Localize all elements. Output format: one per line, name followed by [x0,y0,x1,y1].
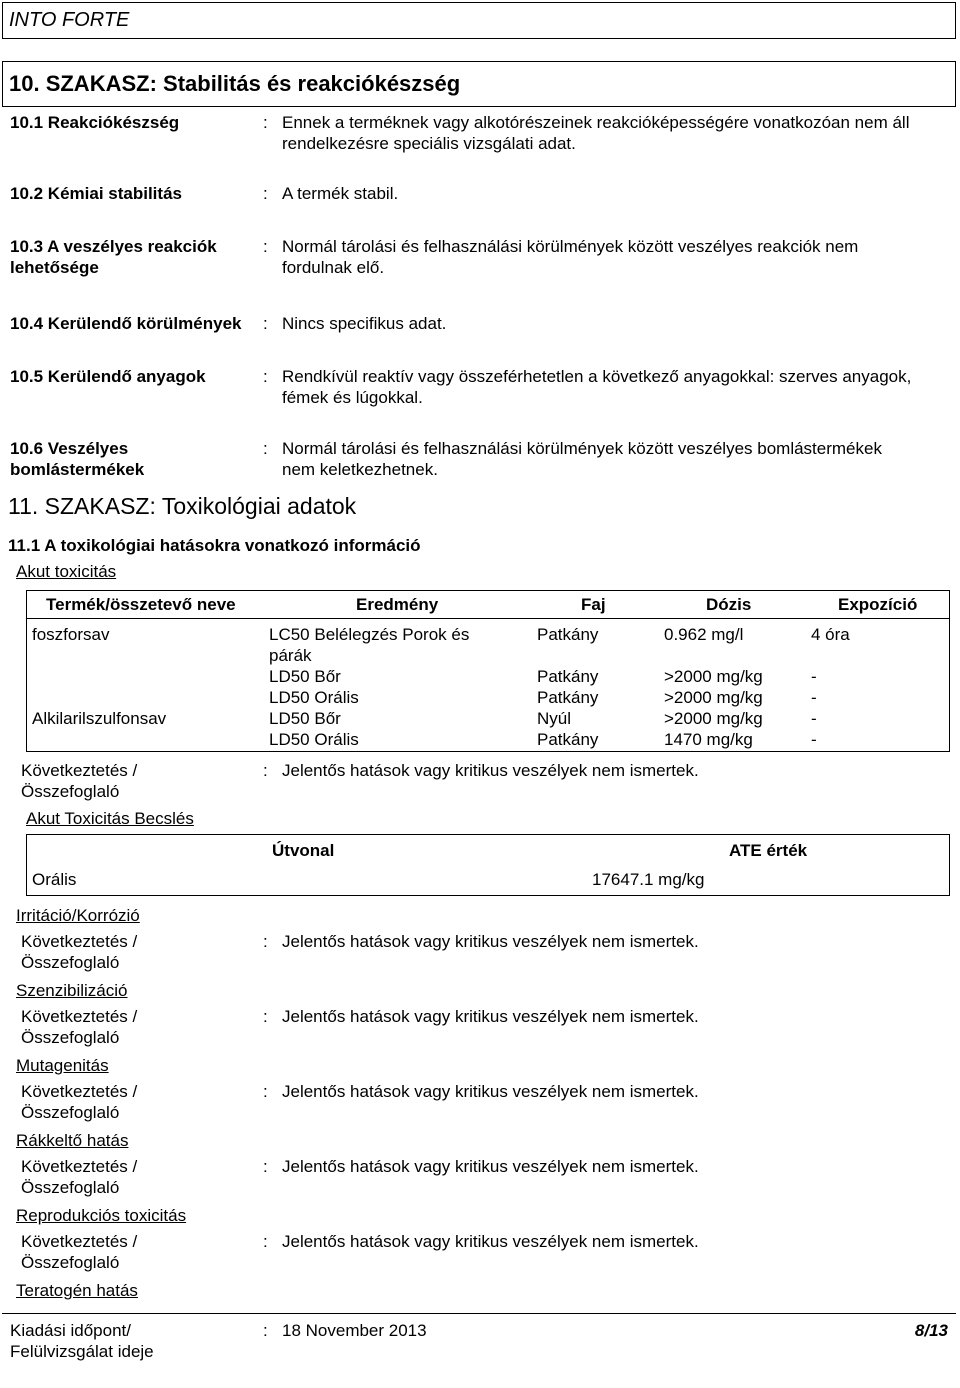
subsection-heading: Reprodukciós toxicitás [16,1206,187,1225]
col-header-name: Termék/összetevő neve [46,595,236,614]
table-header-divider [26,618,950,619]
colon: : [263,439,268,458]
table-cell-result: LC50 Belélegzés Porok és [269,625,470,644]
table-cell-name: Alkilarilszulfonsav [32,709,167,728]
ate-col-route: Útvonal [272,841,335,860]
table-cell-result: LD50 Bőr [269,709,341,728]
item-10-4-value: Nincs specifikus adat. [282,314,447,333]
item-10-5-value-1: Rendkívül reaktív vagy összeférhetetlen a következő anyagokkal: szerves anyagok, [282,367,912,386]
conclusion-value: Jelentős hatások vagy kritikus veszélyek nem ismertek. [282,932,699,951]
subsection-heading: Teratogén hatás [16,1281,138,1300]
table-cell-dose: 1470 mg/kg [664,730,753,749]
conclusion-label-2: Összefoglaló [21,1253,120,1272]
item-10-5-value-2: fémek és lúgokkal. [282,388,423,407]
item-10-2-value: A termék stabil. [282,184,399,203]
conclusion-label-1: Következtetés / [21,1232,138,1251]
footer-divider [2,1313,956,1314]
table-cell-dose: >2000 mg/kg [664,667,763,686]
item-10-1-value-1: Ennek a terméknek vagy alkotórészeinek reakcióképességére vonatkozóan nem áll [282,113,910,132]
page-number: 8/13 [914,1321,948,1340]
conclusion-value: Jelentős hatások vagy kritikus veszélyek nem ismertek. [282,1007,699,1026]
colon: : [263,1232,268,1251]
item-10-1-label: 10.1 Reakciókészség [10,113,180,132]
colon: : [263,932,268,951]
conclusion-label-2: Összefoglaló [21,953,120,972]
item-10-6-label-2: bomlástermékek [10,460,145,479]
colon: : [263,761,268,780]
table-cell-dose: >2000 mg/kg [664,709,763,728]
conclusion-label-1: Következtetés / [21,1082,138,1101]
colon: : [263,367,268,386]
subsection-heading: Rákkeltő hatás [16,1131,129,1150]
item-10-3-value-1: Normál tárolási és felhasználási körülmények között veszélyes reakciók nem [282,237,859,256]
table-cell-species: Patkány [537,730,599,749]
col-header-dose: Dózis [706,595,752,614]
table-cell-exposure: - [811,688,817,707]
col-header-exposure: Expozíció [838,595,918,614]
table-cell-exposure: - [811,730,817,749]
ate-route: Orális [32,870,77,889]
item-10-6-label-1: 10.6 Veszélyes [10,439,129,458]
col-header-result: Eredmény [356,595,439,614]
footer-date: 18 November 2013 [282,1321,427,1340]
conclusion-value: Jelentős hatások vagy kritikus veszélyek nem ismertek. [282,1232,699,1251]
conclusion-label-1: Következtetés / [21,932,138,951]
colon: : [263,237,268,256]
table-cell-result-cont: párák [269,646,312,665]
table-cell-result: LD50 Orális [269,688,359,707]
section-11-subtitle: 11.1 A toxikológiai hatásokra vonatkozó információ [8,536,421,555]
table-cell-exposure: - [811,667,817,686]
table-cell-species: Nyúl [537,709,572,728]
conclusion-label-2: Összefoglaló [21,1103,120,1122]
table-cell-result: LD50 Bőr [269,667,341,686]
colon: : [263,1157,268,1176]
table-cell-species: Patkány [537,688,599,707]
ate-table [26,834,950,896]
colon: : [263,113,268,132]
document-header [2,2,956,39]
item-10-3-label-1: 10.3 A veszélyes reakciók [10,237,217,256]
item-10-4-label: 10.4 Kerülendő körülmények [10,314,242,333]
ate-col-value: ATE érték [729,841,808,860]
acute-toxicity-heading: Akut toxicitás [16,562,117,581]
table-cell-species: Patkány [537,667,599,686]
conclusion-label-1: Következtetés / [21,761,138,780]
table-cell-dose: 0.962 mg/l [664,625,744,644]
table-cell-result: LD50 Orális [269,730,359,749]
conclusion-value: Jelentős hatások vagy kritikus veszélyek nem ismertek. [282,1082,699,1101]
company-name: INTO FORTE [9,9,130,31]
col-header-species: Faj [581,595,606,614]
section-10-header [2,61,956,107]
ate-value: 17647.1 mg/kg [592,870,705,889]
table-cell-species: Patkány [537,625,599,644]
table-cell-exposure: 4 óra [811,625,850,644]
item-10-6-value-2: nem keletkezhetnek. [282,460,438,479]
table-cell-name: foszforsav [32,625,110,644]
table-cell-dose: >2000 mg/kg [664,688,763,707]
ate-heading: Akut Toxicitás Becslés [26,809,194,828]
conclusion-label-2: Összefoglaló [21,1178,120,1197]
colon: : [263,1321,268,1340]
subsection-heading: Szenzibilizáció [16,981,128,1000]
item-10-2-label: 10.2 Kémiai stabilitás [10,184,182,203]
item-10-6-value-1: Normál tárolási és felhasználási körülmények között veszélyes bomlástermékek [282,439,882,458]
colon: : [263,184,268,203]
item-10-3-value-2: fordulnak elő. [282,258,385,277]
footer-label-2: Felülvizsgálat ideje [10,1342,154,1361]
footer-label-1: Kiadási időpont/ [10,1321,131,1340]
section-11-title: 11. SZAKASZ: Toxikológiai adatok [8,493,357,519]
subsection-heading: Irritáció/Korrózió [16,906,140,925]
item-10-3-label-2: lehetősége [10,258,99,277]
section-10-title: 10. SZAKASZ: Stabilitás és reakciókészség [9,71,461,96]
table-cell-exposure: - [811,709,817,728]
conclusion-label-2: Összefoglaló [21,782,120,801]
conclusion-label-1: Következtetés / [21,1157,138,1176]
conclusion-label-1: Következtetés / [21,1007,138,1026]
colon: : [263,314,268,333]
colon: : [263,1082,268,1101]
conclusion-value: Jelentős hatások vagy kritikus veszélyek nem ismertek. [282,761,699,780]
subsection-heading: Mutagenitás [16,1056,109,1075]
conclusion-value: Jelentős hatások vagy kritikus veszélyek nem ismertek. [282,1157,699,1176]
conclusion-label-2: Összefoglaló [21,1028,120,1047]
item-10-5-label: 10.5 Kerülendő anyagok [10,367,206,386]
item-10-1-value-2: rendelkezésre speciális vizsgálati adat. [282,134,576,153]
colon: : [263,1007,268,1026]
